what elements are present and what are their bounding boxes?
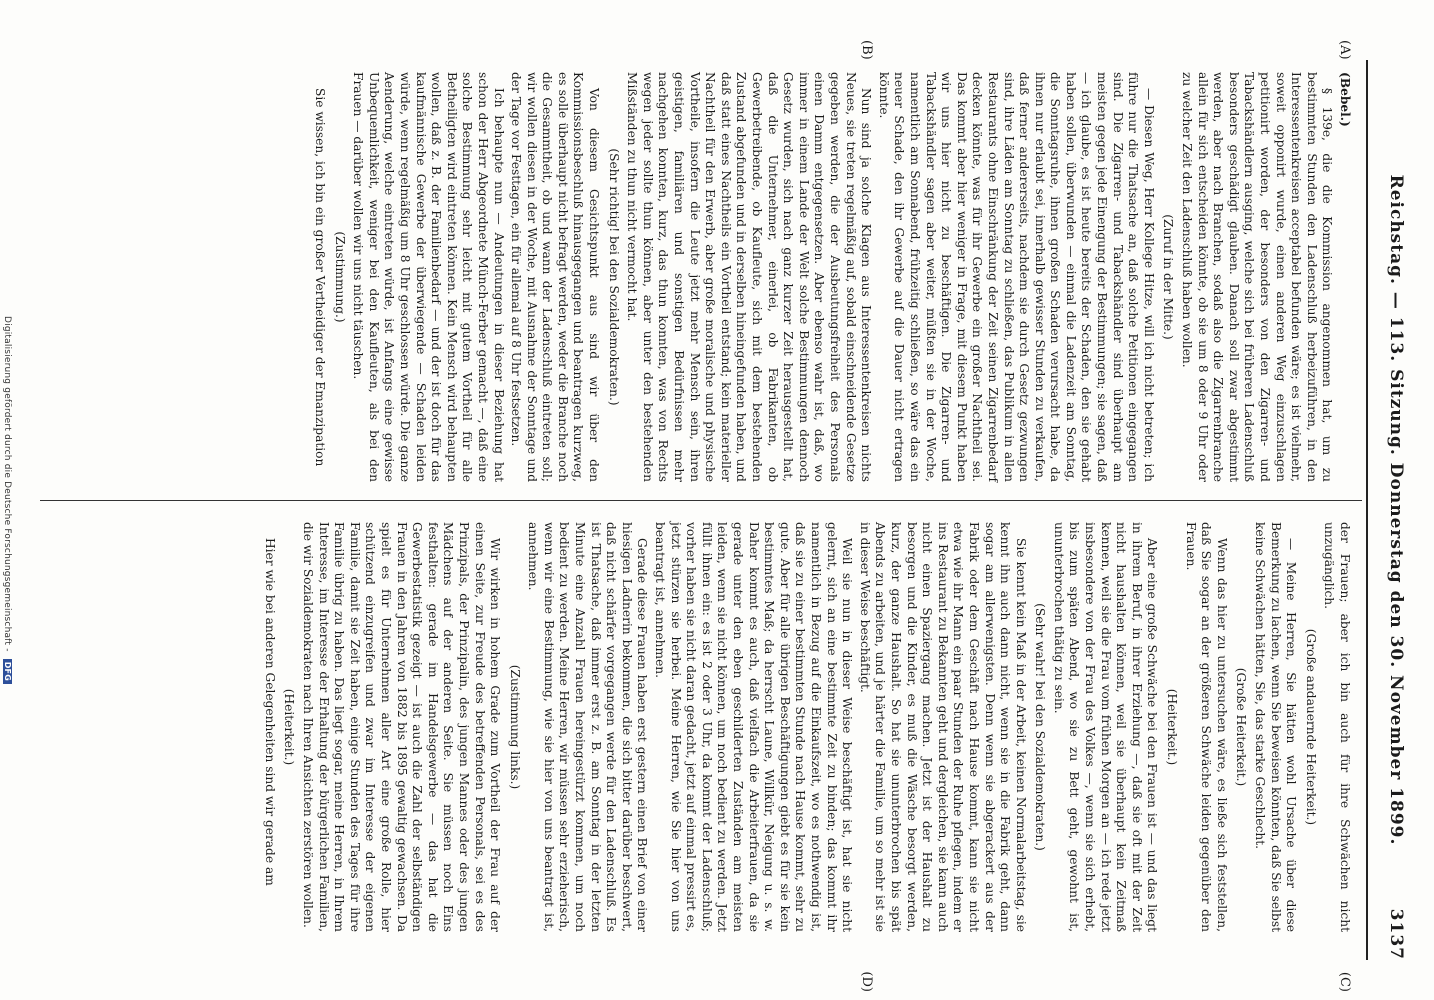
footer-text: Digitalisierung gefördert durch die Deutsche Forschungsgemeinschaft - [2, 315, 12, 652]
paragraph: Gerade diese Frauen haben erst gestern einen Brief von einer hiesigen Ladnerin bekommen, die sich bitter darüber beschwert, daß nicht schärfer vorgegangen werde für den Ladenschluß. Es ist Thatsache, daß immer erst z. B. am Sonntag in der letzten Minute eine Anzahl Frauen hereingestürzt kommen, um noch bedient zu werden. Meine Herren, wir müssen sehr erzieherisch, wenn wir eine Bestimmung, wie sie hier von uns beantragt ist, annehmen. [526, 522, 650, 932]
margin-marker-d: (D) [859, 971, 874, 992]
interjection: (Große andauernde Heiterkeit.) [1303, 628, 1318, 826]
paragraph: Weil sie nun in dieser Weise beschäftigt ist, hat sie nicht gelernt, sich an eine bestimmte Zeit zu binden; das kommt ihr namentlich in Bezug auf die Einkaufszeit, wo es nothwendig ist, daß sie zu einer bestimmten Stunde nach Hause kommt, sehr zu gute. Aber für alle übrigen Beschäftigungen giebt es für sie kein bestimmtes Maß; da herrscht Laune, Willkür, Neigung u. s. w. Daher kommt es auch, daß vielfach die Arbeiterfrauen, da sie gerade unter den eben geschilderten Zuständen am meisten leiden, wenn sie nicht können, um noch bedient zu werden. Jetzt füllt ihnen ein: es ist 2 oder 3 Uhr, da kommt der Ladenschluß; vorher haben sie nicht daran gedacht, jetzt auf einmal pressirt es, jetzt stürzen sie herbei. Meine Herren, wie Sie hier von uns beantragt ist, annehmen. [653, 522, 855, 932]
footer-credit [0, 0, 12, 1000]
paragraph: — Diesen Weg, Herr Kollege Hitze, will ich nicht betreten; ich führe nur die Thatsache an, daß solche Petitionen eingegangen sind. Die Zigarren- und Tabackshändler sind überhaupt am meisten gegen jede Einengung der Bestimmungen; sie sagen, daß — ich glaube, es ist heute bereits der Schaden, den sie gehabt haben sollen, überwunden — einmal die Ladenzeit am Sonntag, die Sonntagsruhe, ihnen großen Schaden verursacht habe, da ihnen nur erlaubt sei, innerhalb gewisser Stunden zu verkaufen, daß ferner andererseits, nachdem sie durch Gesetz gezwungen sind, ihre Läden am Sonntag zu schließen, das Publikum in allen Restaurants ohne Einschränkung der Zeit seinen Zigarrenbedarf decken könnte, was für ihr Gewerbe ein großer Nachtheil sei. Das kommt aber hier weniger in Frage, mit diesem Punkt haben wir uns hier nicht zu beschäftigen. Die Zigarren- und Tabackshändler sagen aber weiter, müßten sie in der Woche, namentlich am Sonnabend, frühzeitig schließen, so wäre das ein neuer Schade, den ihr Gewerbe auf die Dauer nicht ertragen könnte. [876, 72, 1156, 482]
paragraph: Nun sind ja solche Klagen aus Interessentenkreisen nichts Neues, sie treten regelmäßig auf, sobald einschneidende Gesetze gegeben werden, die der Ausbeutungsfreiheit des Personals einen Damm entgegensetzen. Aber ebenso wahr ist, daß, wo immer in einem Lande der Welt solche Bestimmungen dennoch Gesetz wurden, sich nach ganz kurzer Zeit herausgestellt hat, daß die Unternehmer, einerlei, ob Fabrikanten, ob Gewerbetreibende, ob Kaufleute, sich mit dem bestehenden Zustand abgefunden und in derselben hineingefunden haben, und daß statt eines Nachtheils ein Vortheil entstand; kein materieller Nachtheil für den Erwerb, aber große moralische und physische Vortheile, insofern die Leute jetzt mehr Mensch sein, ihren geistigen, familiären und sonstigen Bedürfnissen mehr nachgehen konnten, kurz, das thun konnten, was von Rechts wegen jeder sollte thun können, aber unter den bestehenden Mißständen zu thun nicht vermocht hat. [625, 72, 874, 482]
interjection: (Heiterkeit.) [1165, 688, 1180, 766]
paragraph: Wenn das hier zu untersuchen wäre, es ließe sich feststellen, daß Sie sogar an der größeren Schwäche leiden gegenüber den Frauen. [1183, 522, 1229, 932]
paragraph: Aber eine große Schwäche bei den Frauen ist — und das liegt in ihrem Beruf, in ihrer Erziehung —, daß sie oft mit der Zeit nicht haushalten können, weil sie überhaupt kein Zeitmaß kennen, weil sie die Frau vom frühen Morgen an — ich rede jetzt insbesondere von der Frau des Volkes —, wenn sie sich erhebt, bis zum späten Abend, wo sie zu Bett geht, gewohnt ist, ununterbrochen thätig zu sein. [1051, 522, 1160, 932]
interjection: (Zuruf in der Mitte.) [1161, 214, 1176, 340]
interjection: (Zustimmung.) [332, 231, 347, 323]
interjection: (Zustimmung links.) [507, 664, 522, 790]
paragraph: Sie kennt kein Maß in der Arbeit, keinen Normalarbeitstag, sie kennt ihn auch dann nicht, wenn sie in die Fabrik geht, dann sogar am allerwenigsten. Denn wenn sie abgerackert aus der Fabrik oder dem Geschäft nach Hause kommt, kann sie nicht etwa wie ihr Mann ein paar Stunden der Ruhe pflegen, indem er ins Restaurant zu Bekannten geht und dergleichen, sie kann auch nicht einen Spaziergang machen. Jetzt ist der Haushalt zu besorgen und die Kinder, es muß die Wäsche besorgt werden, kurz, der ganze Haushalt. So hat sie ununterbrochen bis spät Abends zu arbeiten, und je härter die Familie, um so mehr ist sie in dieser Weise beschäftigt. [857, 522, 1028, 932]
interjection: (Sehr wahr! bei den Sozialdemokraten.) [1033, 603, 1048, 851]
interjection: (Große Heiterkeit.) [1234, 667, 1249, 787]
margin-marker-a: (A) [1337, 40, 1352, 60]
margin-marker-b: (B) [859, 40, 874, 60]
paragraph: der Frauen; aber ich bin auch für ihre Schwächen nicht unzugänglich. [1322, 522, 1352, 932]
dfg-logo: DFG [3, 659, 12, 684]
page-title: Reichstag. — 113. Sitzung. Donnerstag den 30. November 1899. [1386, 174, 1406, 846]
paragraph: § 139e, die die Kommission angenommen hat, um zu bestimmten Stunden den Ladenschluß herbeizuführen, in den Interessentenkreisen acceptabel befunden wäre; es ist vielmehr, soweit opponirt wurde, einen anderen Weg einzuschlagen petitionirt worden, der besonders von den Zigarren- und Tabackshändlern ausging, welche sich bei früheren Ladenschluß besonders geschädigt glauben. Danach soll zwar abgestimmt werden, aber nach Branchen, sodaß also die Zigarrenbranche allein für sich entscheiden könnte, ob sie um 8 oder 9 Uhr oder zu welcher Zeit den Ladenschluß haben wollen. [1180, 72, 1335, 482]
page-header [1370, 60, 1406, 960]
left-column [309, 72, 1352, 482]
paragraph: Wir wirken in hohem Grade zum Vortheil der Frau auf der einen Seite, zur Freude des betreffenden Personals, sei es des Prinzipals, der Prinzipalin, des jungen Mannes oder des jungen Mädchens auf der anderen Seite. Sie müssen noch Eins festhalten: gerade im Handelsgewerbe — das hat die Gewerbestatistik gezeigt — ist auch die Zahl der selbständigen Frauen in den Jahren von 1882 bis 1895 gewaltig gewachsen. Da spielt es für Unternehmen aller Art eine große Rolle, hier schützend einzugreifen und zwar im Interesse der eigenen Familie, damit sie Zeit haben, einige Stunden des Tages für ihre Familie übrig zu haben. Das liegt sogar, meine Herren, in Ihrem Interesse, im Interesse der Erhaltung der bürgerlichen Familien, die wir Sozialdemokraten nach Ihren Ansichten zerstören wollen. [301, 522, 503, 932]
paragraph: Hier wie bei anderen Gelegenheiten sind wir gerade am [262, 538, 277, 886]
speaker-name: (Bebel.) [1338, 72, 1352, 127]
page-number: 3137 [1386, 908, 1406, 960]
interjection: (Heiterkeit.) [282, 688, 297, 766]
paragraph: Sie wissen, ich bin ein großer Vertheidiger der Emanzipation [313, 88, 327, 467]
margin-marker-c: (C) [1337, 971, 1352, 992]
paragraph: — Meine Herren, Sie hätten wohl Ursache über diese Bemerkung zu lachen, wenn Sie beweisen könnten, daß Sie selbst keine Schwächen hätten, Sie, das starke Geschlecht. [1253, 522, 1299, 932]
interjection: (Sehr richtig! bei den Sozialdemokraten.) [606, 148, 621, 406]
paragraph: Ich behaupte nun — Andeutungen in dieser Beziehung hat schon der Herr Abgeordnete Münch-Ferber gemacht —, daß eine solche Bestimmung sehr leicht mit gutem Vortheil für alle Betheiligten wird eintreten können. Kein Mensch wird behaupten wollen, daß z. B. der Familienbedarf — und der ist doch für das kaufmännische Gewerbe der überwiegende — Schaden leiden würde, wenn regelmäßig um 8 Uhr geschlossen würde. Die ganze Aenderung, welche eintreten würde, ist Anfangs eine gewisse Unbequemlichkeit, weniger bei den Kaufleuten, als bei den Frauen — darüber wollen wir uns nicht täuschen. [351, 72, 506, 482]
header-rule [1366, 60, 1368, 960]
column-divider [40, 500, 1362, 501]
right-column [259, 522, 1352, 932]
paragraph: Von diesem Gesichtspunkt aus sind wir über den Kommissionsbeschluß hinausgegangen und beantragen kurzweg, es solle überhaupt nicht befragt werden, weder die Branche noch die Gesammtheit, ob und wann der Ladenschluß eintreten soll; wir wollen diesen in der Woche, mit Ausnahme der Sonntage und der Tage vor Festtagen, ein für allemal auf 8 Uhr festsetzen. [509, 72, 602, 482]
